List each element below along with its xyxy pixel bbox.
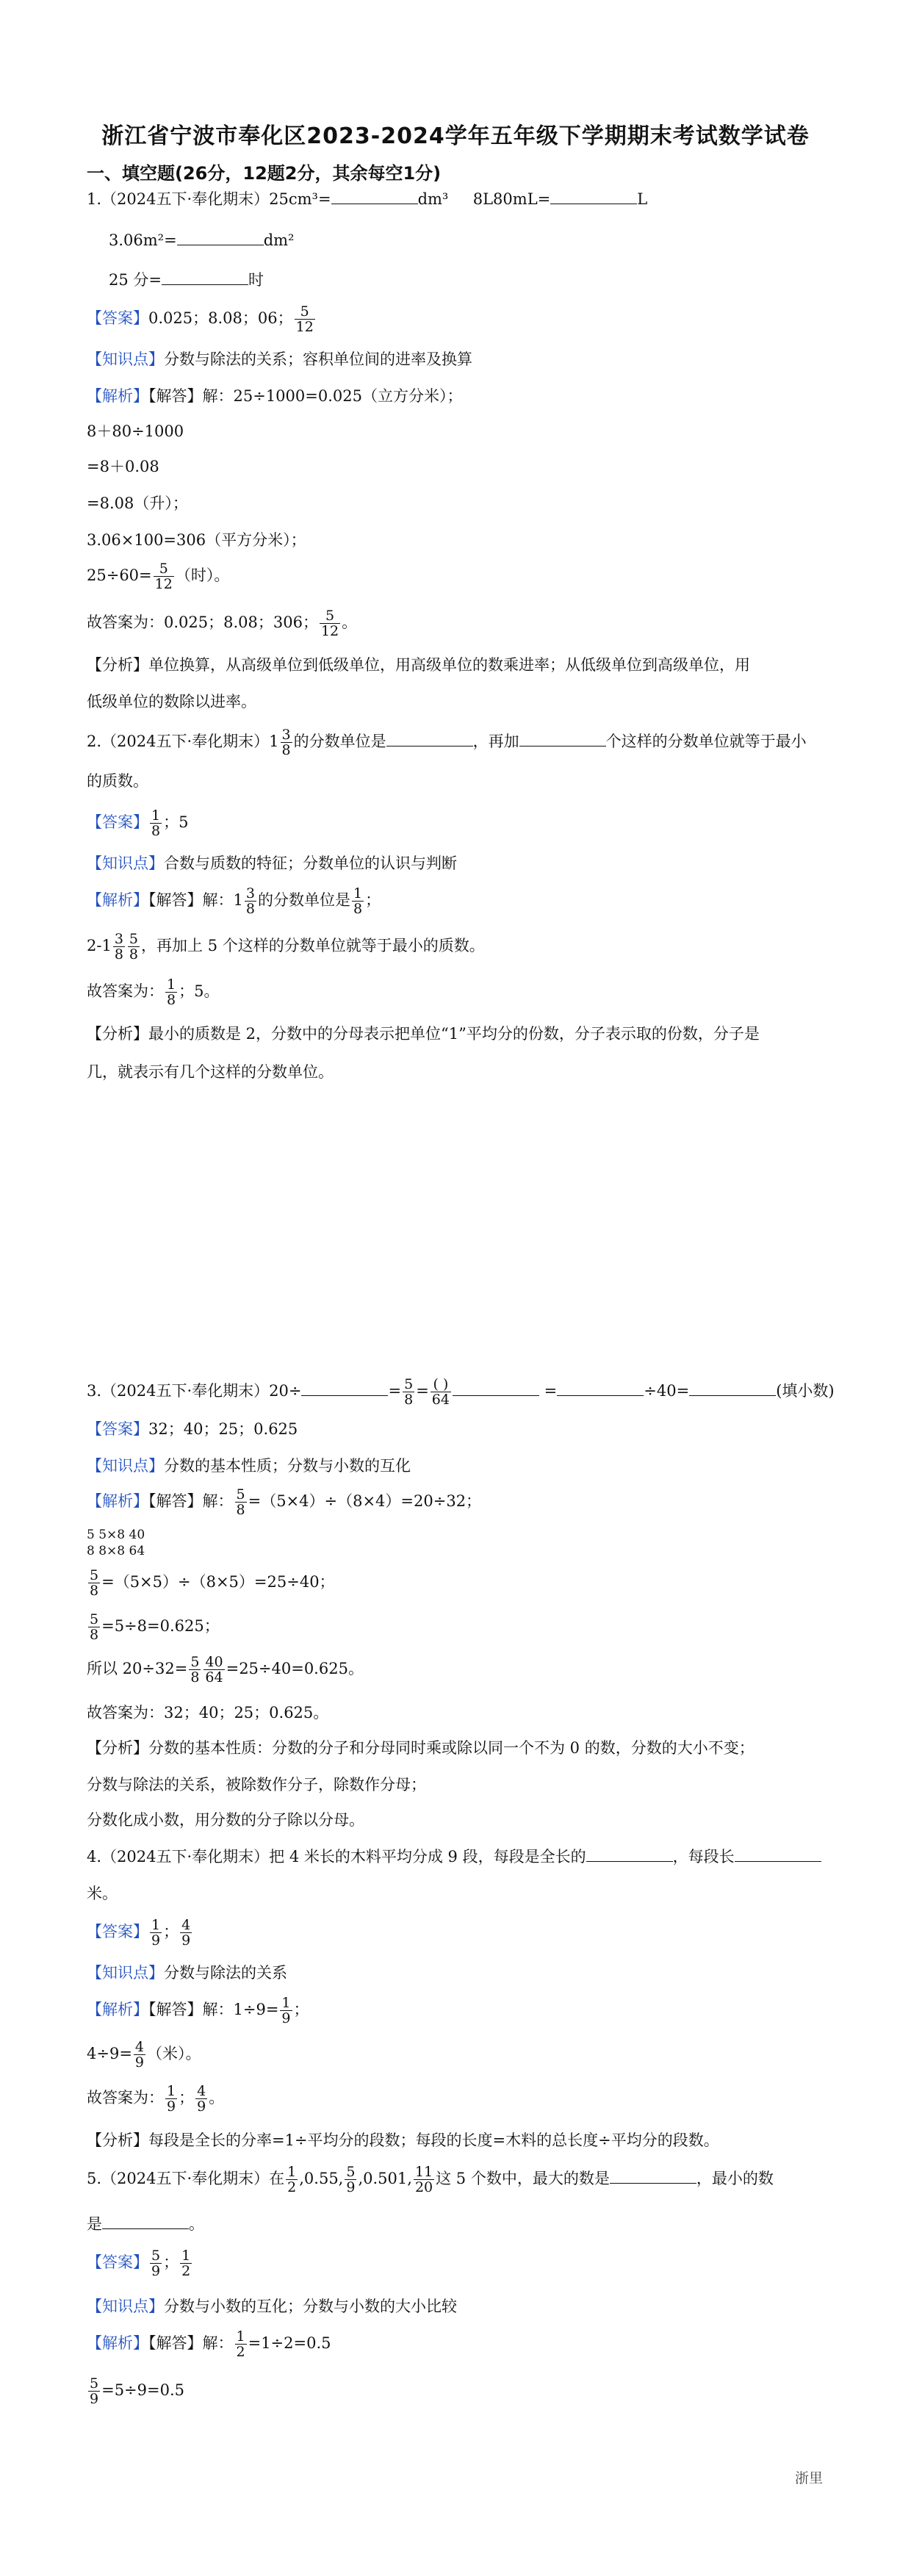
q2-answer: 【答案】 $\frac{1}{8}$ ；5 [87,807,189,839]
q3-stem: 3.（2024五下·奉化期末）20÷ = $\frac{5}{8}$ = $\frac{( )}{64}$ = ÷40= (填小数) [87,1376,835,1408]
q1-stem-2: 3.06m²= dm² [109,231,295,249]
q3-step: $\frac{5}{8}$ =（5×5）÷（8×5）=25÷40； [90,1567,335,1599]
q4-reasoning: 【分析】每段是全长的分率=1÷平均分的段数；每段的长度=木料的总长度÷平均分的段数。 [87,2131,719,2149]
q1-stem: 1.（2024五下·奉化期末）25cm³= dm³ 8L80mL= L [87,190,648,208]
q1-reasoning: 低级单位的数除以进率。 [87,693,256,710]
q4-step: 4÷9= $\frac{4}{9}$ （米）。 [87,2039,201,2070]
q3-reasoning: 分数化成小数，用分数的分子除以分母。 [87,1811,364,1829]
q3-step: 5 5×8 40 8 8×8 64 [87,1528,145,1558]
q4-conclusion: 故答案为： $\frac{1}{9}$ ； $\frac{4}{9}$ 。 [87,2083,225,2115]
q5-knowledge: 【知识点】分数与小数的互化；分数与小数的大小比较 [87,2298,457,2315]
answer-blank[interactable] [177,230,264,245]
q4-analysis: 【解析】【解答】解：1÷9= $\frac{1}{9}$ ； [87,1995,309,2026]
q2-step: 2-1 $\frac{3}{8}$ $\frac{5}{8}$ ，再加上 5 个这样的分数单位就等于最小的质数。 [87,931,485,963]
q2-reasoning: 【分析】最小的质数是 2，分数中的分母表示把单位“1”平均分的份数，分子表示取的份数，分子是 [87,1025,760,1043]
q2-stem: 2.（2024五下·奉化期末）1 $\frac{3}{8}$ 的分数单位是 ，再加 个这样的分数单位就等于最小 [87,727,807,758]
answer-blank[interactable] [162,270,248,285]
answer-blank[interactable] [331,189,418,204]
q5-stem-2: 是 。 [87,2215,204,2233]
q1-step: 8＋80÷1000 [87,422,184,440]
q2-analysis: 【解析】【解答】解：1 $\frac{3}{8}$ 的分数单位是 $\frac{1}{8}$ ； [87,885,381,917]
answer-blank[interactable] [519,731,606,746]
q1-answer: 【答案】0.025；8.08；06； $\frac{5}{12}$ [87,303,314,335]
q3-reasoning: 【分析】分数的基本性质：分数的分子和分母同时乘或除以同一个不为 0 的数，分数的大小不变； [87,1739,755,1757]
q5-answer: 【答案】 $\frac{5}{9}$ ； $\frac{1}{2}$ [87,2248,191,2279]
answer-blank[interactable] [735,1846,821,1862]
q5-stem: 5.（2024五下·奉化期末）在 $\frac{1}{2}$ ,0.55, $\frac{5}{9}$ ,0.501, $\frac{11}{20}$ 这 5 个数中，最大的数是 ，最小的数 [87,2164,774,2195]
q3-step: $\frac{5}{8}$ =5÷8=0.625； [90,1611,220,1643]
section-heading: 一、填空题(26分，12题2分，其余每空1分) [87,163,442,184]
answer-blank[interactable] [301,1381,388,1396]
q1-knowledge: 【知识点】分数与除法的关系；容积单位间的进率及换算 [87,350,472,368]
page-footer: 浙里 [794,2470,823,2486]
q4-knowledge: 【知识点】分数与除法的关系 [87,1964,287,1982]
q1-conclusion: 故答案为：0.025；8.08；306； $\frac{5}{12}$ 。 [87,608,358,639]
answer-blank[interactable] [586,1846,673,1862]
q4-stem-2: 米。 [87,1885,118,1902]
answer-blank[interactable] [386,731,473,746]
q2-reasoning: 几，就表示有几个这样的分数单位。 [87,1063,334,1081]
q3-analysis: 【解析】【解答】解： $\frac{5}{8}$ =（5×4）÷（8×4）=20÷32； [87,1486,482,1518]
q2-stem-2: 的质数。 [87,772,148,790]
q1-reasoning: 【分析】单位换算，从高级单位到低级单位，用高级单位的数乘进率；从低级单位到高级单位，用 [87,656,750,674]
q1-step: 3.06×100=306（平方分米）； [87,531,306,549]
q5-step: $\frac{5}{9}$ =5÷9=0.5 [90,2375,184,2407]
answer-blank[interactable] [557,1381,644,1396]
fraction: $\frac{5}{12}$ [295,303,314,335]
answer-blank[interactable] [610,2168,696,2184]
q4-stem: 4.（2024五下·奉化期末）把 4 米长的木料平均分成 9 段，每段是全长的 ，每段长 [87,1846,821,1868]
q4-answer: 【答案】 $\frac{1}{9}$ ； $\frac{4}{9}$ [87,1917,191,1949]
q5-analysis: 【解析】【解答】解： $\frac{1}{2}$ =1÷2=0.5 [87,2328,331,2360]
answer-blank[interactable] [689,1381,776,1396]
q3-reasoning: 分数与除法的关系，被除数作分子，除数作分母； [87,1776,426,1794]
q3-answer: 【答案】32；40；25；0.625 [87,1420,298,1438]
answer-blank[interactable] [453,1381,539,1396]
q3-step: 所以 20÷32= $\frac{5}{8}$ $\frac{40}{64}$ =25÷40=0.625。 [87,1654,364,1685]
q1-step: 25÷60= $\frac{5}{12}$ （时）。 [87,561,230,592]
q1-step: =8＋0.08 [87,458,159,475]
q1-step: =8.08（升）； [87,494,188,512]
q2-knowledge: 【知识点】合数与质数的特征；分数单位的认识与判断 [87,855,457,872]
q1-stem-3: 25 分= 时 [109,271,264,289]
answer-blank[interactable] [550,189,637,204]
answer-blank[interactable] [102,2214,189,2229]
q1-analysis: 【解析】【解答】解：25÷1000=0.025（立方分米）； [87,387,463,405]
q3-knowledge: 【知识点】分数的基本性质；分数与小数的互化 [87,1457,411,1475]
q2-conclusion: 故答案为： $\frac{1}{8}$ ；5。 [87,976,220,1008]
q3-conclusion: 故答案为：32；40；25；0.625。 [87,1704,329,1721]
page-title: 浙江省宁波市奉化区2023-2024学年五年级下学期期末考试数学试卷 [101,123,810,149]
